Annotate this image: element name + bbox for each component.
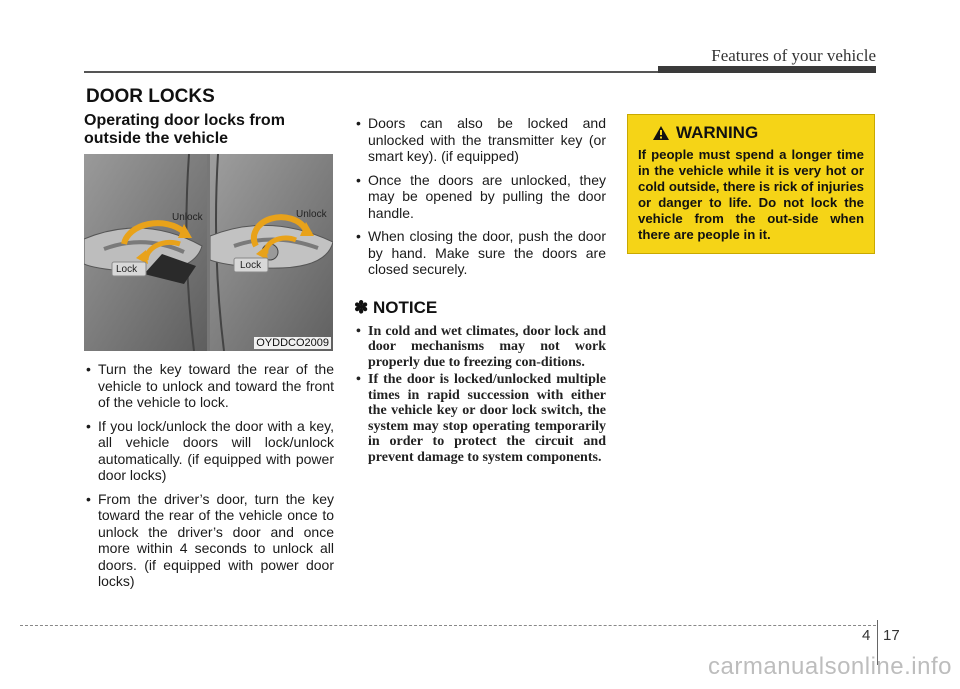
header-title: Features of your vehicle: [711, 46, 876, 65]
door-handle-illustration-right: [210, 154, 333, 351]
middle-bullet-list: [354, 115, 606, 278]
list-item: • Doors can also be locked and unlocked with the transmitter key (or smart key). (if equipped): [354, 115, 606, 165]
middle-column: [354, 115, 606, 467]
subsection-heading: Operating door locks from outside the vehicle: [84, 112, 285, 147]
warning-box: [627, 114, 875, 254]
list-item: • If you lock/unlock the door with a key, all vehicle doors will lock/unlock automatically. (if equipped with power door locks): [84, 418, 334, 484]
warning-title: WARNING: [676, 123, 759, 142]
door-handle-illustration-left: [84, 154, 207, 351]
list-item: • Once the doors are unlocked, they may be opened by pulling the door handle.: [354, 172, 606, 222]
footer-rule: [20, 625, 876, 626]
page-number: 17: [883, 627, 900, 644]
chapter-number: 4: [862, 627, 871, 644]
left-bullet-list: [84, 361, 334, 590]
list-item: • When closing the door, push the door by hand. Make sure the doors are closed securely.: [354, 228, 606, 278]
watermark-text: carmanualsonline.info: [708, 653, 952, 680]
notice-heading: ✽ NOTICE: [354, 297, 438, 317]
warning-text: If people must spend a longer time in the vehicle while it is very hot or cold outside, there is rick of injuries or danger to life. Do not lock the vehicle from the out-side when there are people in it.: [638, 147, 864, 242]
notice-list: [354, 324, 606, 466]
unlock-label-left: Unlock: [172, 212, 203, 223]
list-item: • In cold and wet climates, door lock and door mechanisms may not work properly due to freezing con-ditions.: [354, 324, 606, 371]
door-lock-figure: [84, 154, 333, 351]
warning-heading: [652, 123, 864, 143]
unlock-label-right: Unlock: [296, 209, 327, 220]
list-item: • From the driver’s door, turn the key toward the rear of the vehicle once to unlock the driver’s door and once more within 4 seconds to unlock all doors. (if equipped with power door locks): [84, 491, 334, 590]
list-item: • If the door is locked/unlocked multiple times in rapid succession with either the vehicle key or door lock switch, the system may stop operating temporarily in order to protect the circuit and prevent damage to system components.: [354, 372, 606, 465]
list-item: • Turn the key toward the rear of the vehicle to unlock and toward the front of the vehicle to lock.: [84, 361, 334, 411]
lock-label-right: Lock: [240, 260, 262, 271]
left-column: [84, 112, 334, 597]
right-column: [627, 114, 877, 254]
warning-triangle-icon: [652, 125, 670, 141]
lock-label-left: Lock: [116, 264, 138, 275]
header-rule-accent: [658, 66, 876, 73]
figure-code: OYDDCO2009: [256, 337, 329, 349]
section-title: DOOR LOCKS: [86, 86, 215, 107]
